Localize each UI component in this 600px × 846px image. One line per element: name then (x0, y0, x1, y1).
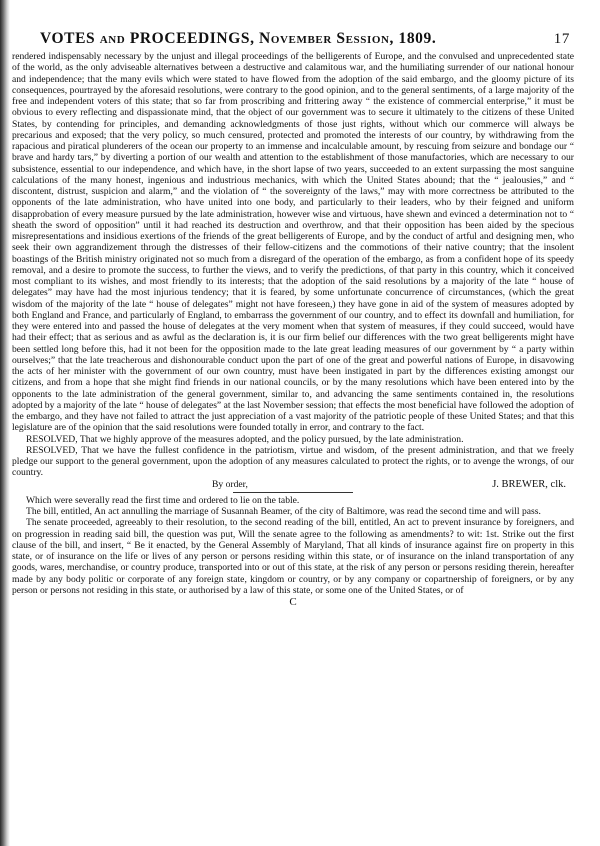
document-body-continued (12, 495, 574, 596)
paragraph-insurance-bill: The senate proceeded, agreeably to their resolution, to the second reading of the bill, entitled, An act to prevent insurance by foreigners, and on progression in reading said bill, the question was put, Will the senate agree to the following as amendments? to wit: 1st. Strike out the first clause of the bill, and insert, “ Be it enacted, by the General Assembly of Maryland, That all kinds of insurance against fire on property in this state, or of insurance on the life or lives of any person or persons residing within this state, or of insurance on the inland transportation of any goods, wares, merchandise, or country produce, transported into or out of this state, at the risk of any person or persons residing therein, hereafter made by any body politic or corporate of any foreign state, kingdom or country, or by any company or copartnership of foreigners, or by any person or persons not residing in this state, or authorised by a law of this state, or some one of the United States, or of (12, 517, 574, 596)
running-title: VOTES and PROCEEDINGS, November Session, 1809. (40, 30, 437, 47)
signature-line (12, 479, 574, 490)
catchword: C (289, 596, 297, 608)
page-number: 17 (553, 31, 570, 47)
divider-rule (233, 492, 353, 493)
document-body (12, 51, 574, 479)
by-order: By order, (212, 478, 248, 490)
paragraph-continued: rendered indispensably necessary by the unjust and illegal proceedings of the belligerents of Europe, and the convulsed and unprecedented state of the world, as the only adviseable alternatives between a destructive and calamitous war, and the humiliating surrender of our national honour and independence; that the many evils which were stated to have flowed from the adoption of the said embargo, and the gloomy picture of its consequences, pourtrayed by the aforesaid resolutions, were contrary to the good opinion, and to the general sentiments, of a large majority of the free and independent voters of this state; that so far from proscribing and frittering away “ the existence of commercial enterprise,” it must be obvious to every reflecting and dispassionate mind, that the object of our government was to secure it ultimately to the citizens of these United States, by contending for principles, and demanding acknowledgments of those just rights, without which our commerce will always be precarious and exposed; that the very policy, so much censured, protected and promoted the interests of our country, by withdrawing from the rapacious and piratical plunderers of the ocean our property to an immense and incalculable amount, by rescuing from seizure and bondage our “ brave and hardy tars,” by diverting a portion of our wealth and attention to the establishment of those manufactories, which are necessary to our subsistence, essential to our independence, and which have, in the short lapse of two years, succeeded to an extent surpassing the most sanguine calculations of the many honest, ingenious and industrious mechanics, with which the United States abound; that the “ jealousies,” and “ discontent, distrust, suspicion and alarm,” and the violation of “ the sovereignty of the laws,” may with more correctness be attributed to the opponents of the late administration, who have united into one body, and particularly to their leaders, who by their feigned and uniform disapprobation of every measure pursued by the late administration, however wise and virtuous, have shewn and evinced a determination not to “ sheath the sword of opposition” until it had reached its destruction and overthrow, and that their opposition has been aided by the specious misrepresentations and insidious exertions of the friends of the great belligerents of Europe, and by the conduct of artful and designing men, who seek their own aggrandizement through the distresses of their fellow-citizens and the commotions of their native country; that the insolent boastings of the British ministry originated not so much from a disregard of the operation of the embargo, as from a confident hope of its speedy removal, and a desire to promote the success, to further the views, and to verify the predictions, of that party in this country, which it conceived most compliant to its wishes, and most friendly to its interests; that the adoption of the said resolutions by a majority of the late “ house of delegates” may have had the most injurious tendency; that it is feared, by some unfortunate concurrence of circumstances, (which the great wisdom of the majority of the late “ house of delegates” might not have foreseen,) they have gone in aid of the system of measures adopted by both England and France, and particularly of England, to embarrass the government of our country, and to effect its downfall and humiliation, for they were entered into and passed the house of delegates at the very moment when that system of measures, if they could succeed, would have had their effect; that as serious and as awful as the declaration is, it is our firm belief our differences with the two great belligerents might have been settled long before this, had it not been for the opposition made to the late great leading measures of our government by “ a party within ourselves;” that the late treacherous and dishonourable conduct upon the part of one of the great and powerful nations of Europe, in disavowing the acts of her minister with the government of our own country, must have been instigated in part by the differences existing amongst our citizens, and from a hope that she might find friends in our national councils, or by the many resolutions which have been entered into by the opponents to the late administration of the general government, similar to, and advancing the same sentiments contained in, the resolutions adopted by a majority of the late “ house of delegates” at the last November session; that effects the most beneficial have followed the adoption of the embargo, and they have not failed to attract the just appreciation of a vast majority of the patriotic people of these United States; and that this legislature are of the opinion that the said resolutions were founded totally in error, and contrary to the fact. (12, 51, 574, 434)
paragraph-resolved-2: RESOLVED, That we have the fullest confidence in the patriotism, virtue and wisdom, of the present administration, and that we freely pledge our support to the general government, upon the adoption of any measures calculated to protect the rights, or to avenge the wrongs, of our country. (12, 444, 574, 479)
paragraph-read-first-time: Which were severally read the first time and ordered to lie on the table. (26, 494, 300, 506)
page-header (40, 30, 574, 48)
paragraph-resolved-1: RESOLVED, That we highly approve of the measures adopted, and the policy pursued, by the late administration. (26, 433, 464, 445)
clerk-signature: J. BREWER, clk. (492, 478, 566, 490)
paragraph-beamer-bill: The bill, entitled, An act annulling the marriage of Susannah Beamer, of the city of Baltimore, was read the second time and will pass. (26, 506, 541, 517)
